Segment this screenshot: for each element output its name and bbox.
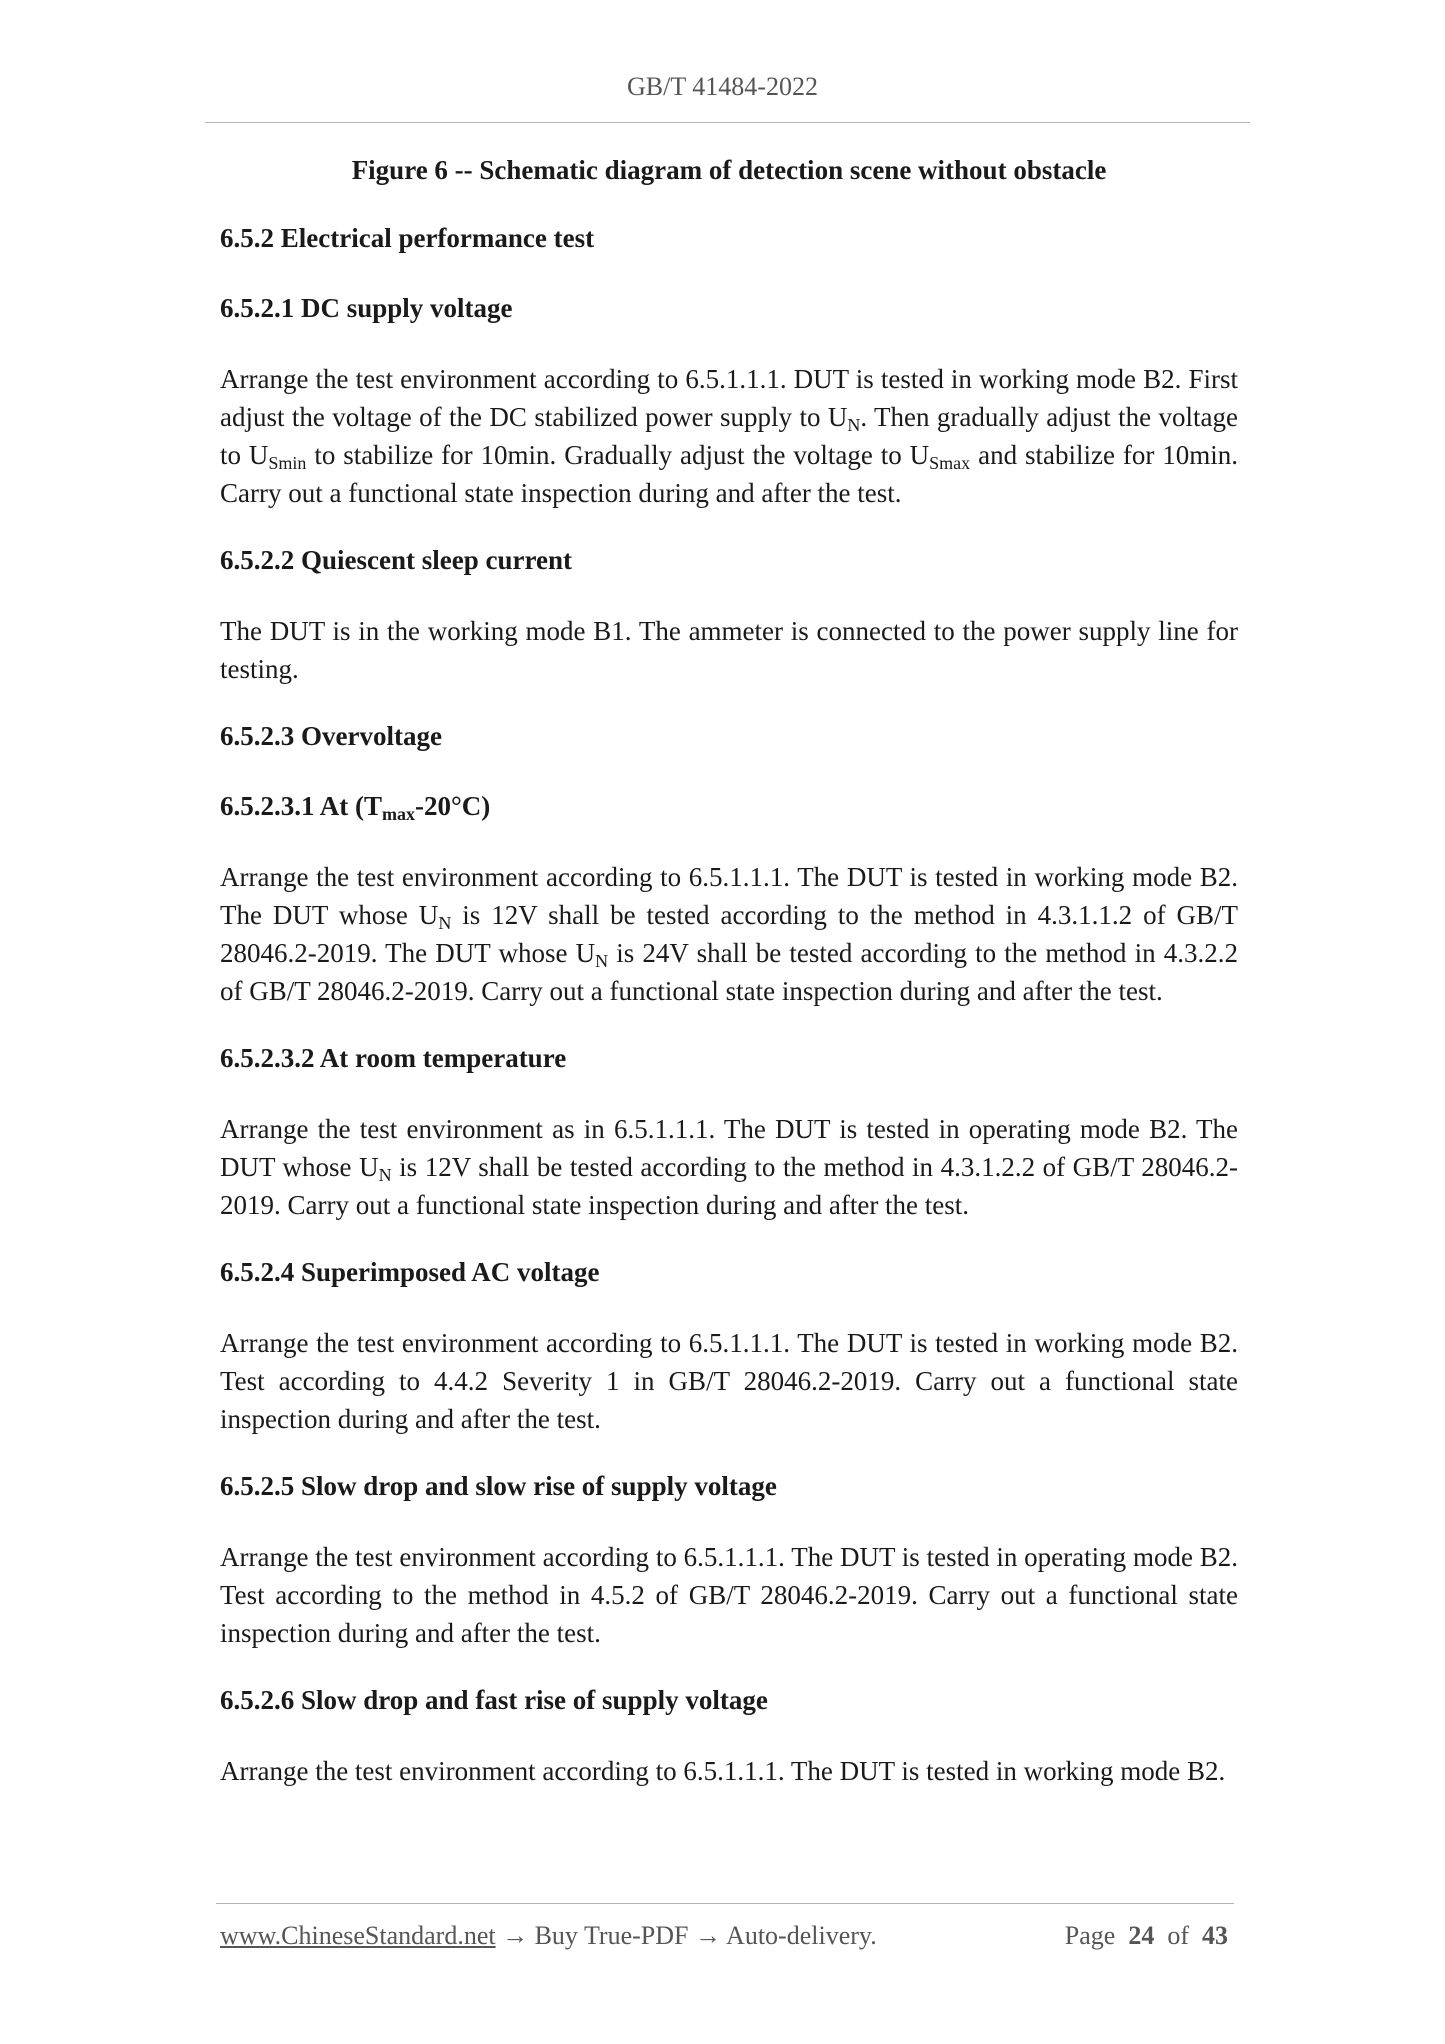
paragraph-6-5-2-3-1 (220, 858, 1238, 1010)
page-content (220, 155, 1238, 1820)
paragraph-6-5-2-4: Arrange the test environment according to 6.5.1.1.1. The DUT is tested in working mode B2. Test according to 4.4.2 Severity 1 in GB/T 28046.2-2019. Carry out a functional state inspection during and after the test. (220, 1328, 1238, 1434)
heading-6-5-2-4: 6.5.2.4 Superimposed AC voltage (220, 1257, 600, 1287)
figure-caption: Figure 6 -- Schematic diagram of detection scene without obstacle (351, 155, 1107, 185)
header-divider (205, 122, 1250, 123)
subscript: Smin (268, 453, 307, 473)
subscript: N (438, 913, 452, 933)
heading-6-5-2-5: 6.5.2.5 Slow drop and slow rise of supply voltage (220, 1471, 777, 1501)
text-run: Arrange the test environment as in 6.5.1.1.1. The DUT is tested in operating mode B2. The DUT whose U (220, 1114, 1238, 1182)
page-header: GB/T 41484-2022 (627, 72, 818, 101)
text-run: 6.5.2.3.1 At (T (220, 791, 382, 821)
heading-6-5-2-3-1 (220, 788, 1238, 824)
page-label: Page (1064, 1921, 1116, 1950)
subscript: N (847, 415, 861, 435)
heading-6-5-2-1: 6.5.2.1 DC supply voltage (220, 293, 513, 323)
text-run: and stabilize for 10min. Carry out a functional state inspection during and after the test. (220, 440, 1238, 508)
heading-6-5-2-3: 6.5.2.3 Overvoltage (220, 721, 442, 751)
heading-6-5-2: 6.5.2 Electrical performance test (220, 223, 595, 253)
paragraph-6-5-2-6: Arrange the test environment according to 6.5.1.1.1. The DUT is tested in working mode B2. (220, 1756, 1226, 1786)
paragraph-6-5-2-2: The DUT is in the working mode B1. The ammeter is connected to the power supply line for testing. (220, 616, 1238, 684)
total-pages: 43 (1202, 1921, 1228, 1950)
paragraph-6-5-2-3-2 (220, 1110, 1238, 1224)
page-footer (220, 1921, 1228, 1951)
text-run: -20°C) (415, 791, 491, 821)
paragraph-6-5-2-1 (220, 360, 1238, 512)
of-label: of (1167, 1921, 1189, 1950)
text-run: Arrange the test environment according to 6.5.1.1.1. The DUT is tested in working mode B2. The DUT whose U (220, 862, 1238, 930)
text-run: . Then gradually adjust the voltage to U (220, 402, 1238, 470)
text-run: is 12V shall be tested according to the method in 4.3.1.1.2 of GB/T 28046.2-2019. The DUT whose U (220, 900, 1239, 968)
page-number (1065, 1921, 1228, 1951)
heading-6-5-2-2: 6.5.2.2 Quiescent sleep current (220, 545, 572, 575)
text-run: is 24V shall be tested according to the method in 4.3.2.2 of GB/T 28046.2-2019. Carry out a functional state inspection during and after the test. (220, 938, 1238, 1006)
website-link[interactable]: www.ChineseStandard.net (220, 1921, 496, 1950)
text-run: to stabilize for 10min. Gradually adjust the voltage to U (306, 440, 930, 470)
subscript: N (595, 951, 609, 971)
footer-divider (216, 1903, 1234, 1904)
subscript: Smax (929, 453, 971, 473)
heading-6-5-2-3-2: 6.5.2.3.2 At room temperature (220, 1043, 567, 1073)
text-run: Arrange the test environment according to 6.5.1.1.1. DUT is tested in working mode B2. First adjust the voltage of the DC stabilized power supply to U (220, 364, 1238, 432)
heading-6-5-2-6: 6.5.2.6 Slow drop and fast rise of supply voltage (220, 1685, 768, 1715)
current-page: 24 (1128, 1921, 1155, 1950)
text-run: is 12V shall be tested according to the method in 4.3.1.2.2 of GB/T 28046.2-2019. Carry out a functional state inspection during and after the test. (220, 1152, 1238, 1220)
paragraph-6-5-2-5: Arrange the test environment according to 6.5.1.1.1. The DUT is tested in operating mode B2. Test according to the method in 4.5.2 of GB/T 28046.2-2019. Carry out a functional state inspection during and after the test. (220, 1542, 1238, 1648)
footer-text: → Buy True-PDF → Auto-delivery. (495, 1921, 877, 1950)
subscript: max (382, 804, 415, 824)
subscript: N (378, 1165, 392, 1185)
